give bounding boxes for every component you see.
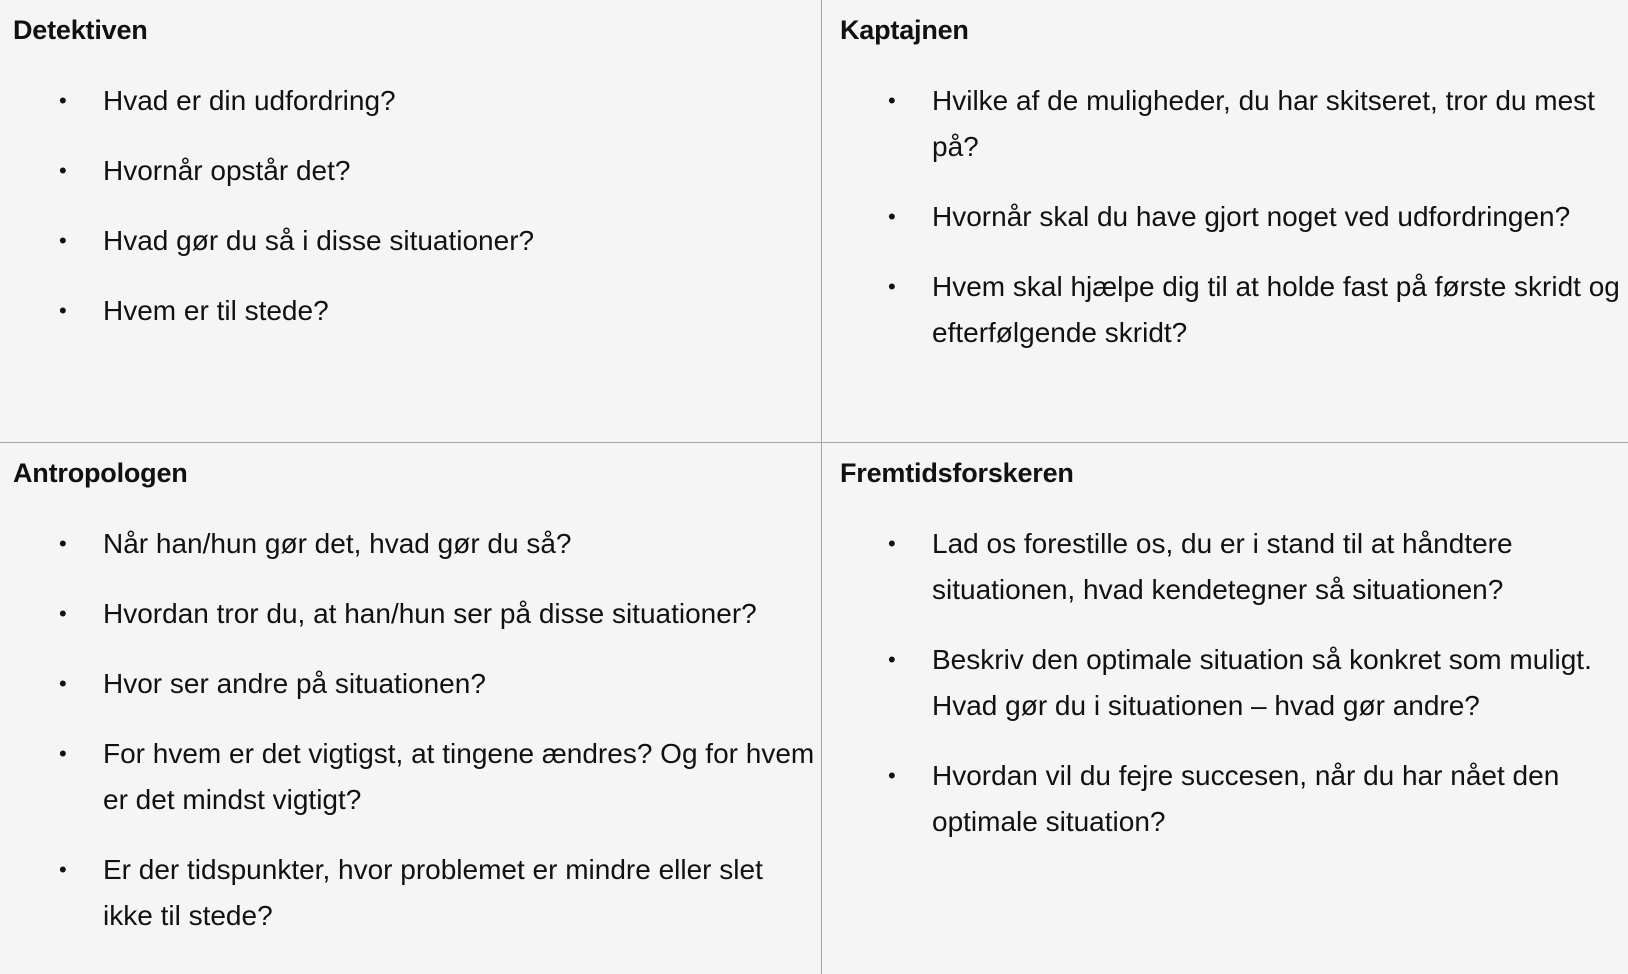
question-item: [59, 847, 819, 939]
question-item: [888, 194, 1628, 240]
question-list: [888, 78, 1628, 380]
question-text: Hvem er til stede?: [103, 295, 329, 326]
question-text: Er der tidspunkter, hvor problemet er mindre eller slet ikke til stede?: [103, 854, 763, 931]
bullet-icon: •: [888, 531, 896, 556]
question-text: Hvor ser andre på situationen?: [103, 668, 486, 699]
quadrant-detektiven: [0, 0, 822, 443]
question-item: [59, 288, 819, 334]
bullet-icon: •: [59, 857, 67, 882]
quadrant-title: Antropologen: [13, 458, 188, 488]
question-text: Hvilke af de muligheder, du har skitseret, tror du mest på?: [932, 85, 1595, 162]
bullet-icon: •: [888, 204, 896, 229]
quadrant-title: Kaptajnen: [840, 15, 969, 45]
quadrant-title: Detektiven: [13, 15, 148, 45]
question-item: [888, 521, 1628, 613]
question-item: [888, 637, 1628, 729]
question-text: Beskriv den optimale situation så konkret som muligt. Hvad gør du i situationen – hvad gør andre?: [932, 644, 1592, 721]
bullet-icon: •: [59, 158, 67, 183]
bullet-icon: •: [59, 741, 67, 766]
question-text: Hvornår opstår det?: [103, 155, 351, 186]
bullet-icon: •: [888, 647, 896, 672]
quadrant-title: Fremtidsforskeren: [840, 458, 1074, 488]
question-text: Hvordan tror du, at han/hun ser på disse situationer?: [103, 598, 757, 629]
question-item: [59, 218, 819, 264]
question-item: [59, 148, 819, 194]
question-item: [888, 753, 1628, 845]
bullet-icon: •: [888, 88, 896, 113]
question-text: Lad os forestille os, du er i stand til at håndtere situationen, hvad kendetegner så situationen?: [932, 528, 1513, 605]
quadrant-kaptajnen: [822, 0, 1628, 443]
question-item: [59, 521, 819, 567]
bullet-icon: •: [59, 88, 67, 113]
question-item: [59, 661, 819, 707]
question-list: [888, 521, 1628, 869]
bullet-icon: •: [59, 601, 67, 626]
question-text: Hvem skal hjælpe dig til at holde fast på første skridt og efterfølgende skridt?: [932, 271, 1620, 348]
question-item: [888, 78, 1628, 170]
bullet-icon: •: [888, 274, 896, 299]
question-list: [59, 521, 819, 963]
question-text: Hvordan vil du fejre succesen, når du har nået den optimale situation?: [932, 760, 1560, 837]
question-text: Når han/hun gør det, hvad gør du så?: [103, 528, 572, 559]
bullet-icon: •: [59, 298, 67, 323]
question-list: [59, 78, 819, 358]
bullet-icon: •: [59, 531, 67, 556]
quadrant-fremtidsforskeren: [822, 443, 1628, 974]
bullet-icon: •: [59, 671, 67, 696]
question-item: [888, 264, 1628, 356]
question-text: Hvornår skal du have gjort noget ved udfordringen?: [932, 201, 1571, 232]
bullet-icon: •: [59, 228, 67, 253]
question-text: For hvem er det vigtigst, at tingene ændres? Og for hvem er det mindst vigtigt?: [103, 738, 815, 815]
question-text: Hvad gør du så i disse situationer?: [103, 225, 535, 256]
question-item: [59, 591, 819, 637]
question-item: [59, 78, 819, 124]
bullet-icon: •: [888, 763, 896, 788]
question-text: Hvad er din udfordring?: [103, 85, 396, 116]
quadrant-antropologen: [0, 443, 822, 974]
question-item: [59, 731, 819, 823]
